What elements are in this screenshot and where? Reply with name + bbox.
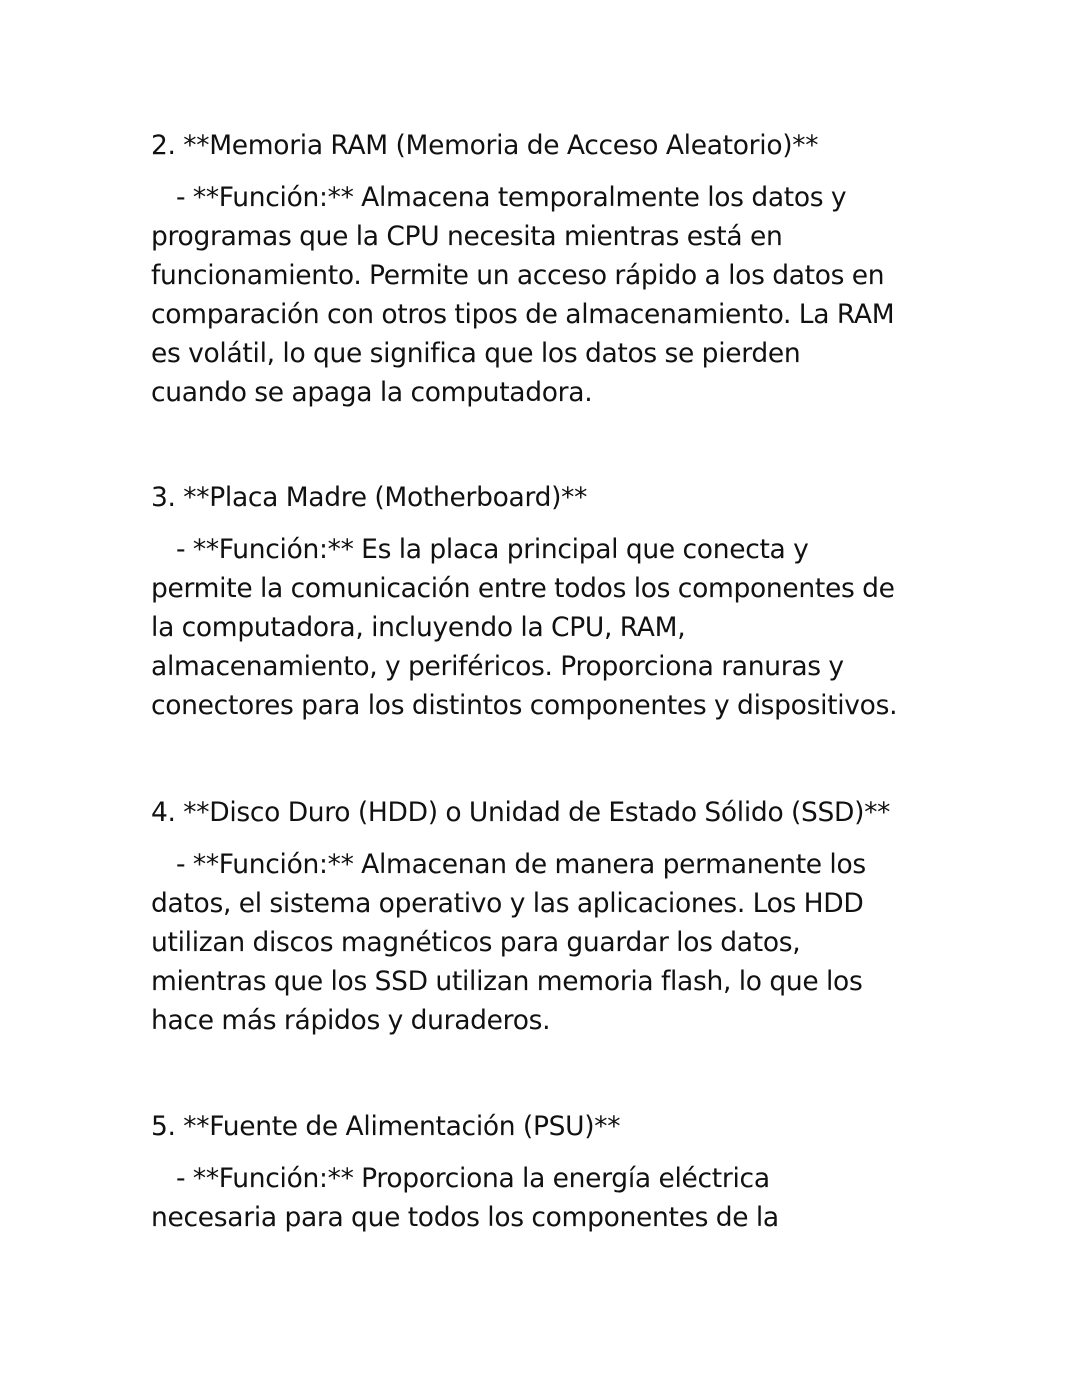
section-body <box>151 178 951 412</box>
section-body <box>151 530 951 725</box>
body-line: comparación con otros tipos de almacenamiento. La RAM <box>151 299 895 330</box>
body-line: - **Función:** Proporciona la energía eléctrica <box>176 1163 770 1194</box>
body-line: - **Función:** Es la placa principal que conecta y <box>176 534 809 565</box>
section-body <box>151 1159 951 1237</box>
body-line: es volátil, lo que significa que los datos se pierden <box>151 338 801 369</box>
section-placa-madre <box>151 478 951 725</box>
body-line: conectores para los distintos componentes y dispositivos. <box>151 690 898 721</box>
body-line: cuando se apaga la computadora. <box>151 377 593 408</box>
section-memoria-ram <box>151 126 951 412</box>
section-fuente-alimentacion <box>151 1107 951 1237</box>
section-disco-duro <box>151 793 951 1040</box>
section-title: 5. **Fuente de Alimentación (PSU)** <box>151 1111 621 1142</box>
section-body <box>151 845 951 1040</box>
body-line: almacenamiento, y periféricos. Proporciona ranuras y <box>151 651 844 682</box>
body-line: necesaria para que todos los componentes de la <box>151 1202 779 1233</box>
body-line: - **Función:** Almacena temporalmente los datos y <box>176 182 847 213</box>
body-line: mientras que los SSD utilizan memoria flash, lo que los <box>151 966 863 997</box>
body-line: permite la comunicación entre todos los componentes de <box>151 573 895 604</box>
body-line: datos, el sistema operativo y las aplicaciones. Los HDD <box>151 888 864 919</box>
body-line: - **Función:** Almacenan de manera permanente los <box>176 849 866 880</box>
section-title: 3. **Placa Madre (Motherboard)** <box>151 482 588 513</box>
body-line: programas que la CPU necesita mientras está en <box>151 221 783 252</box>
body-line: la computadora, incluyendo la CPU, RAM, <box>151 612 686 643</box>
body-line: funcionamiento. Permite un acceso rápido a los datos en <box>151 260 885 291</box>
body-line: utilizan discos magnéticos para guardar los datos, <box>151 927 801 958</box>
section-title: 2. **Memoria RAM (Memoria de Acceso Aleatorio)** <box>151 130 819 161</box>
section-title: 4. **Disco Duro (HDD) o Unidad de Estado Sólido (SSD)** <box>151 797 891 828</box>
body-line: hace más rápidos y duraderos. <box>151 1005 551 1036</box>
